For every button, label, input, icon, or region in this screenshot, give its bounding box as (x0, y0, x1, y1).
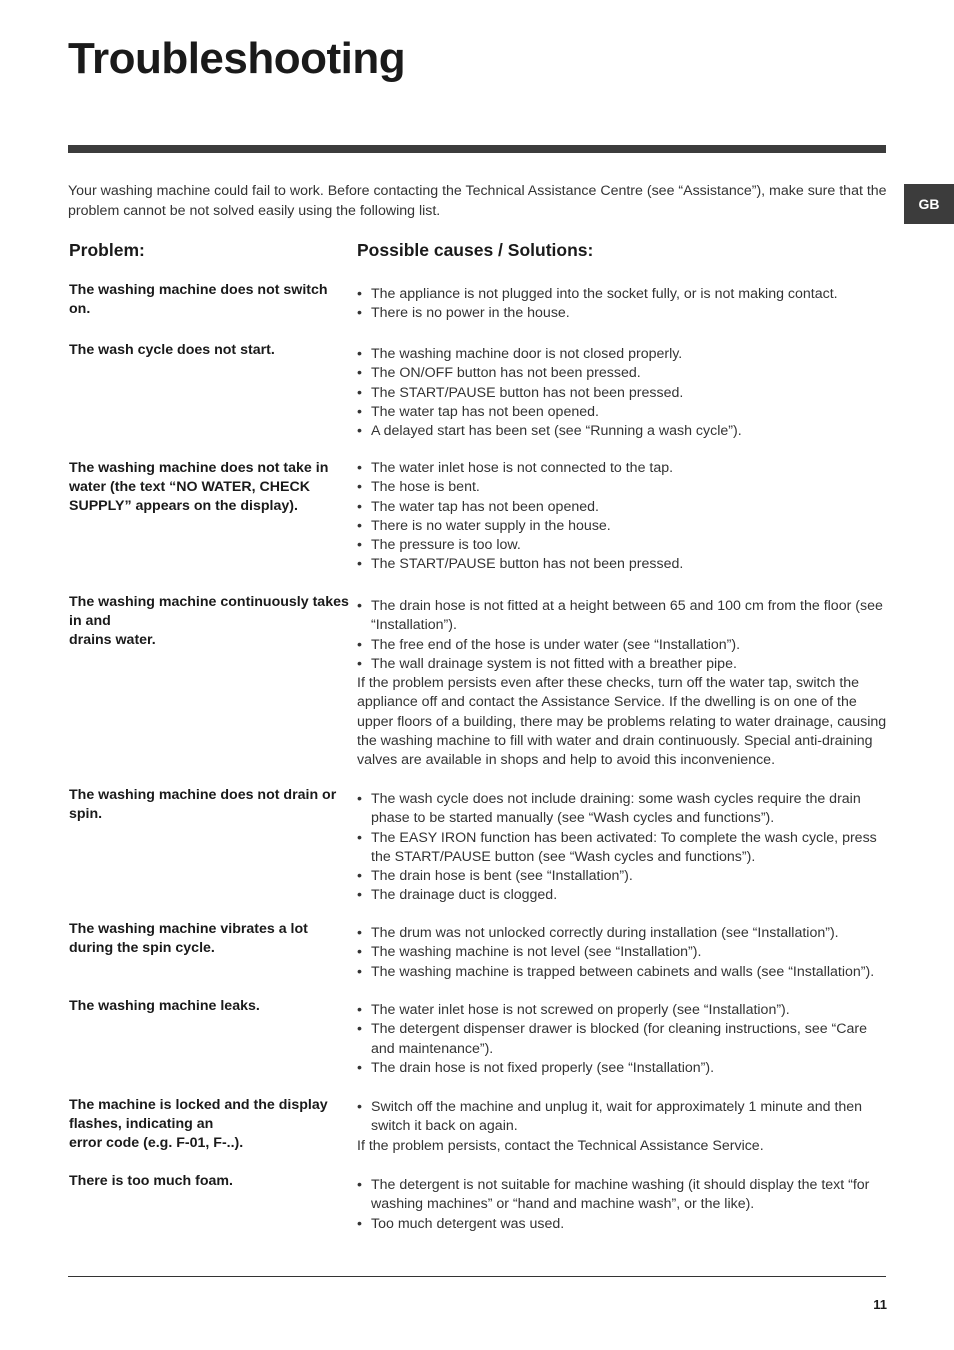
cause-item: • There is no power in the house. (357, 304, 891, 323)
problem-text: There is too much foam. (69, 1173, 233, 1189)
cause-item: • Switch off the machine and unplug it, wait for approximately 1 minute and then switch it back on again. (357, 1098, 891, 1137)
problem-text: The machine is locked and the display flashes, indicating an error code (e.g. F-01, F-..). (69, 1097, 328, 1152)
cause-item: • The START/PAUSE button has not been pressed. (357, 555, 891, 574)
cause-item: • The hose is bent. (357, 478, 891, 497)
problem-text: The washing machine does not drain or spin. (69, 787, 337, 823)
page-number: 11 (873, 1297, 887, 1312)
cause-item: • The free end of the hose is under water (see “Installation”). (357, 636, 891, 655)
causes-list (357, 1001, 891, 1078)
cause-item: • The wall drainage system is not fitted with a breather pipe. (357, 655, 891, 674)
cause-item: • The ON/OFF button has not been pressed. (357, 364, 891, 383)
cause-item: • The drum was not unlocked correctly during installation (see “Installation”). (357, 924, 891, 943)
header-rule (68, 145, 886, 153)
problem-column-header: Problem: (69, 240, 145, 260)
causes-list (357, 285, 891, 324)
causes-list (357, 459, 891, 575)
cause-note: If the problem persists even after these checks, turn off the water tap, switch the appliance off and contact the Assistance Service. If the dwelling is on one of the upper floors of a building, there may be problems relating to water drainage, causing the washing machine to fill with water and drain continuously. Special anti-draining valves are available in shops and help to avoid this inconvenience. (357, 675, 887, 769)
causes-list (357, 1176, 891, 1234)
problem-text: The washing machine does not switch on. (69, 282, 328, 318)
cause-item: • There is no water supply in the house. (357, 517, 891, 536)
intro-paragraph: Your washing machine could fail to work. Before contacting the Technical Assistance Centre (see “Assistance”), make sure that the problem cannot be not solved easily using the following list. (68, 183, 887, 219)
language-tab: GB (904, 184, 954, 224)
cause-item: • The wash cycle does not include draining: some wash cycles require the drain phase to be started manually (see “Wash cycles and functions”). (357, 790, 891, 829)
footer-rule (68, 1276, 886, 1277)
page-title: Troubleshooting (68, 34, 406, 83)
causes-list (357, 1098, 891, 1156)
causes-list (357, 790, 891, 906)
cause-item: • Too much detergent was used. (357, 1215, 891, 1234)
cause-item: • The detergent is not suitable for machine washing (it should display the text “for washing machines” or “hand and machine wash”, or the like). (357, 1176, 891, 1215)
causes-list (357, 924, 891, 982)
cause-item: • The water inlet hose is not screwed on properly (see “Installation”). (357, 1001, 891, 1020)
causes-list (357, 597, 891, 771)
cause-item: • The drain hose is not fitted at a height between 65 and 100 cm from the floor (see “Installation”). (357, 597, 891, 636)
cause-item: • The washing machine is not level (see “Installation”). (357, 943, 891, 962)
cause-item: • The washing machine door is not closed properly. (357, 345, 891, 364)
cause-item: • The EASY IRON function has been activated: To complete the wash cycle, press the START/PAUSE button (see “Wash cycles and functions”). (357, 829, 891, 868)
problem-text: The wash cycle does not start. (69, 342, 275, 358)
cause-item: • The detergent dispenser drawer is blocked (for cleaning instructions, see “Care and maintenance”). (357, 1020, 891, 1059)
cause-item: • The START/PAUSE button has not been pressed. (357, 384, 891, 403)
causes-list (357, 345, 891, 441)
problem-text: The washing machine vibrates a lot during the spin cycle. (69, 921, 308, 957)
cause-item: • The appliance is not plugged into the socket fully, or is not making contact. (357, 285, 891, 304)
cause-item: • The washing machine is trapped between cabinets and walls (see “Installation”). (357, 963, 891, 982)
cause-item: • The water tap has not been opened. (357, 403, 891, 422)
problem-text: The washing machine continuously takes in and drains water. (69, 594, 349, 649)
problem-text: The washing machine does not take in water (the text “NO WATER, CHECK SUPPLY” appears on the display). (69, 460, 329, 515)
cause-item: • The drain hose is bent (see “Installation”). (357, 867, 891, 886)
cause-item: • The drain hose is not fixed properly (see “Installation”). (357, 1059, 891, 1078)
problem-text: The washing machine leaks. (69, 998, 260, 1014)
cause-item: • A delayed start has been set (see “Running a wash cycle”). (357, 422, 891, 441)
cause-item: • The water inlet hose is not connected to the tap. (357, 459, 891, 478)
cause-item: • The water tap has not been opened. (357, 498, 891, 517)
cause-item: • The drainage duct is clogged. (357, 886, 891, 905)
cause-note: If the problem persists, contact the Technical Assistance Service. (357, 1137, 764, 1154)
cause-item: • The pressure is too low. (357, 536, 891, 555)
causes-column-header: Possible causes / Solutions: (357, 240, 594, 260)
